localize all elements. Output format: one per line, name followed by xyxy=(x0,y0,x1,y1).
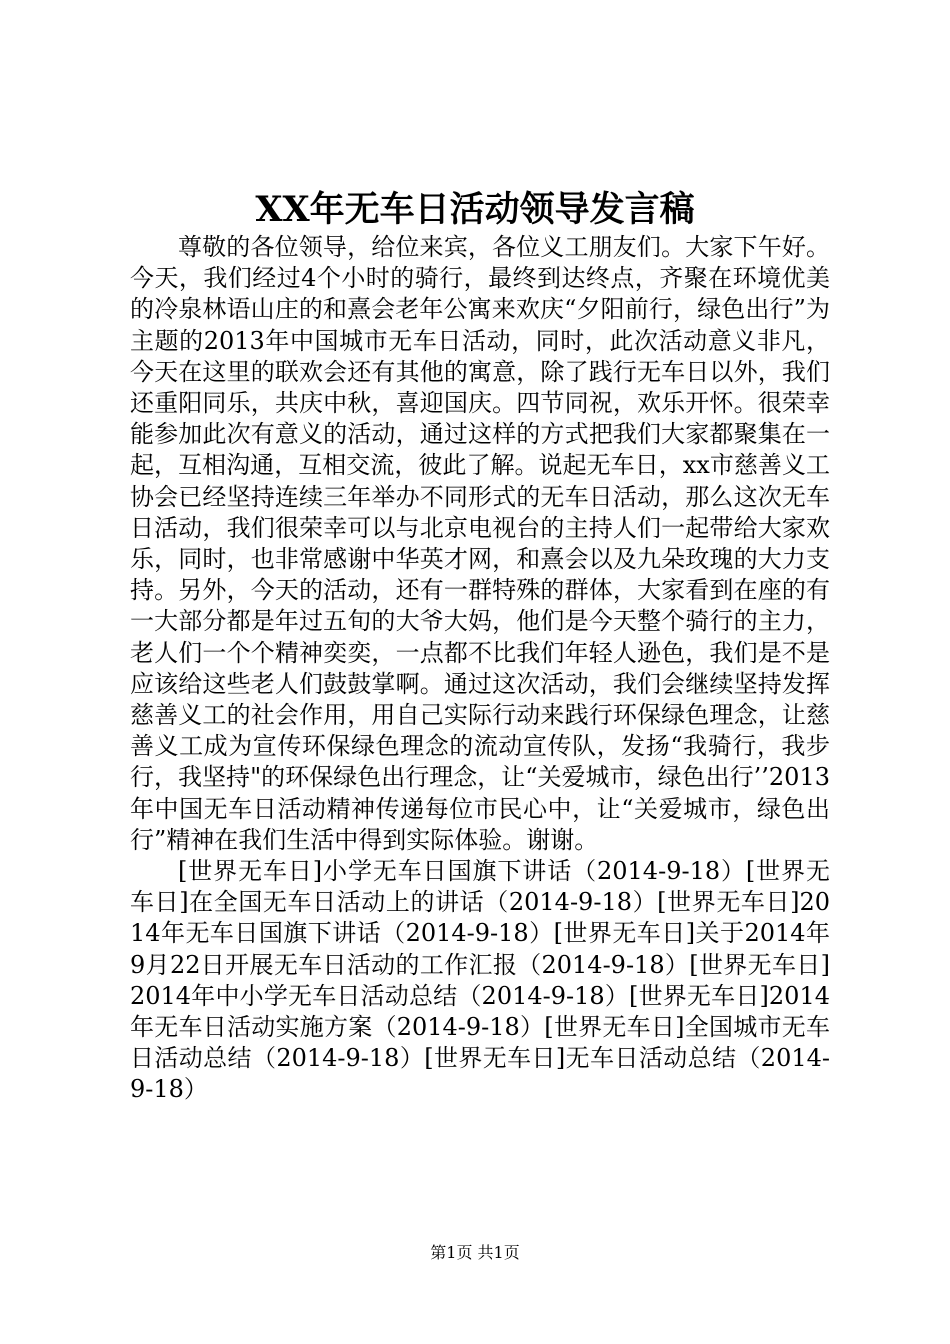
document-title: XX年无车日活动领导发言稿 xyxy=(255,189,695,230)
document-body xyxy=(130,232,830,1106)
paragraph-related-links: [世界无车日]小学无车日国旗下讲话（2014-9-18）[世界无车日]在全国无车日活动上的讲话（2014-9-18）[世界无车日]2014年无车日国旗下讲话（2014-9-18）[世界无车日]关于2014年9月22日开展无车日活动的工作汇报（2014-9-18）[世界无车日]2014年中小学无车日活动总结（2014-9-18）[世界无车日]2014年无车日活动实施方案（2014-9-18）[世界无车日]全国城市无车日活动总结（2014-9-18）[世界无车日]无车日活动总结（2014-9-18） xyxy=(130,857,830,1104)
page-footer: 第1页 共1页 xyxy=(430,1243,520,1262)
paragraph-speech: 尊敬的各位领导，给位来宾，各位义工朋友们。大家下午好。今天，我们经过4个小时的骑行，最终到达终点，齐聚在环境优美的冷泉林语山庄的和熹会老年公寓来欢庆“夕阳前行，绿色出行”为主题的2013年中国城市无车日活动，同时，此次活动意义非凡，今天在这里的联欢会还有其他的寓意，除了践行无车日以外，我们还重阳同乐，共庆中秋，喜迎国庆。四节同祝，欢乐开怀。很荣幸能参加此次有意义的活动，通过这样的方式把我们大家都聚集在一起，互相沟通，互相交流，彼此了解。说起无车日，xx市慈善义工协会已经坚持连续三年举办不同形式的无车日活动，那么这次无车日活动，我们很荣幸可以与北京电视台的主持人们一起带给大家欢乐，同时，也非常感谢中华英才网，和熹会以及九朵玫瑰的大力支持。另外，今天的活动，还有一群特殊的群体，大家看到在座的有一大部分都是年过五旬的大爷大妈，他们是今天整个骑行的主力，老人们一个个精神奕奕，一点都不比我们年轻人逊色，我们是不是应该给这些老人们鼓鼓掌啊。通过这次活动，我们会继续坚持发挥慈善义工的社会作用，用自己实际行动来践行环保绿色理念，让慈善义工成为宣传环保绿色理念的流动宣传队，发扬“我骑行，我步行，我坚持"的环保绿色出行理念，让“关爱城市，绿色出行’’2013年中国无车日活动精神传递每位市民心中，让“关爱城市，绿色出行”精神在我们生活中得到实际体验。谢谢。 xyxy=(130,233,830,854)
